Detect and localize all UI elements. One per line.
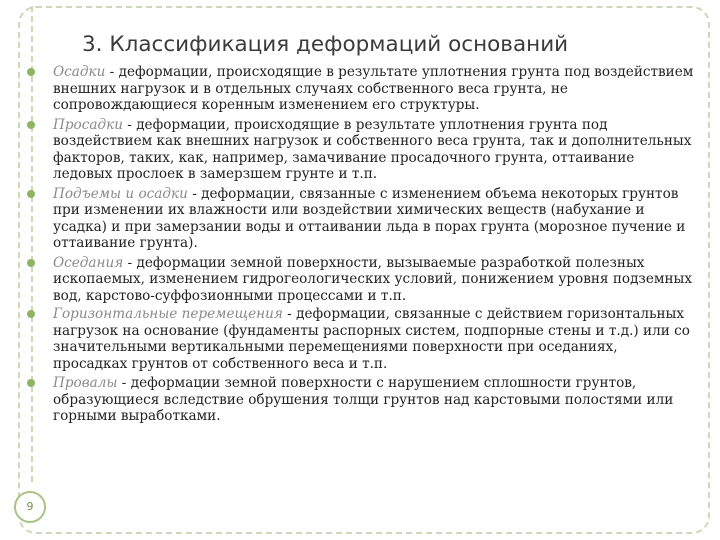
item-text: - деформации, связанные с изменением объема некоторых грунтов при изменении их влажности или воздействии химических веществ (набухание и усадка) и при замерзании воды и оттаивании льда в порах грунта (морозное пучение и оттаивание грунта). [53,185,686,251]
bullet-icon [27,68,35,76]
slide-title: 3. Классификация деформаций оснований [82,32,569,57]
list-item-osadki [26,64,694,114]
item-text: - деформации земной поверхности, вызываемые разработкой полезных ископаемых, изменением гидрогеологических условий, понижением уровня подземных вод, карстово-суффозионными процессами и т.п. [53,254,693,304]
list-item-provaly [26,375,694,425]
bullet-icon [27,379,35,387]
list-item-podemy-i-osadki [26,186,694,252]
bullet-icon [27,259,35,267]
item-term: Горизонтальные перемещения [53,306,283,322]
item-term: Провалы [53,375,118,391]
list-item-prosadki [26,117,694,183]
item-term: Осадки [53,64,106,80]
item-term: Оседания [53,254,124,271]
item-text: - деформации земной поверхности с нарушением сплошности грунтов, образующиеся вследствие обрушения толщи грунтов над карстовыми полостями или горными выработками. [53,375,674,424]
bullet-icon [27,310,35,318]
item-text: - деформации, происходящие в результате уплотнения грунта под воздействием внешних нагрузок и в отдельных случаях собственного веса грунта, не сопровождающиеся коренным изменением его структуры. [53,64,694,113]
deformation-list [26,64,694,425]
page-number: 9 [14,491,46,523]
item-term: Просадки [53,116,123,133]
item-text: - деформации, связанные с действием горизонтальных нагрузок на основание (фундаменты распорных систем, подпорные стены и т.д.) или со значительными вертикальными перемещениями поверхности при оседаниях, просадках грунтов от собственного веса и т.п. [53,306,690,372]
item-term: Подъемы и осадки [53,185,188,202]
bullet-icon [27,121,35,129]
item-text: - деформации, происходящие в результате уплотнения грунта под воздействием как внешних нагрузок и собственного веса грунта, так и дополнительных факторов, таких, как, например, замачивание просадочного грунта, оттаивание ледовых прослоек в замерзшем грунте и т.п. [53,116,692,182]
bullet-icon [27,190,35,198]
list-item-osedaniya [26,255,694,305]
list-item-gorizontalnye-peremeshcheniya [26,306,694,372]
